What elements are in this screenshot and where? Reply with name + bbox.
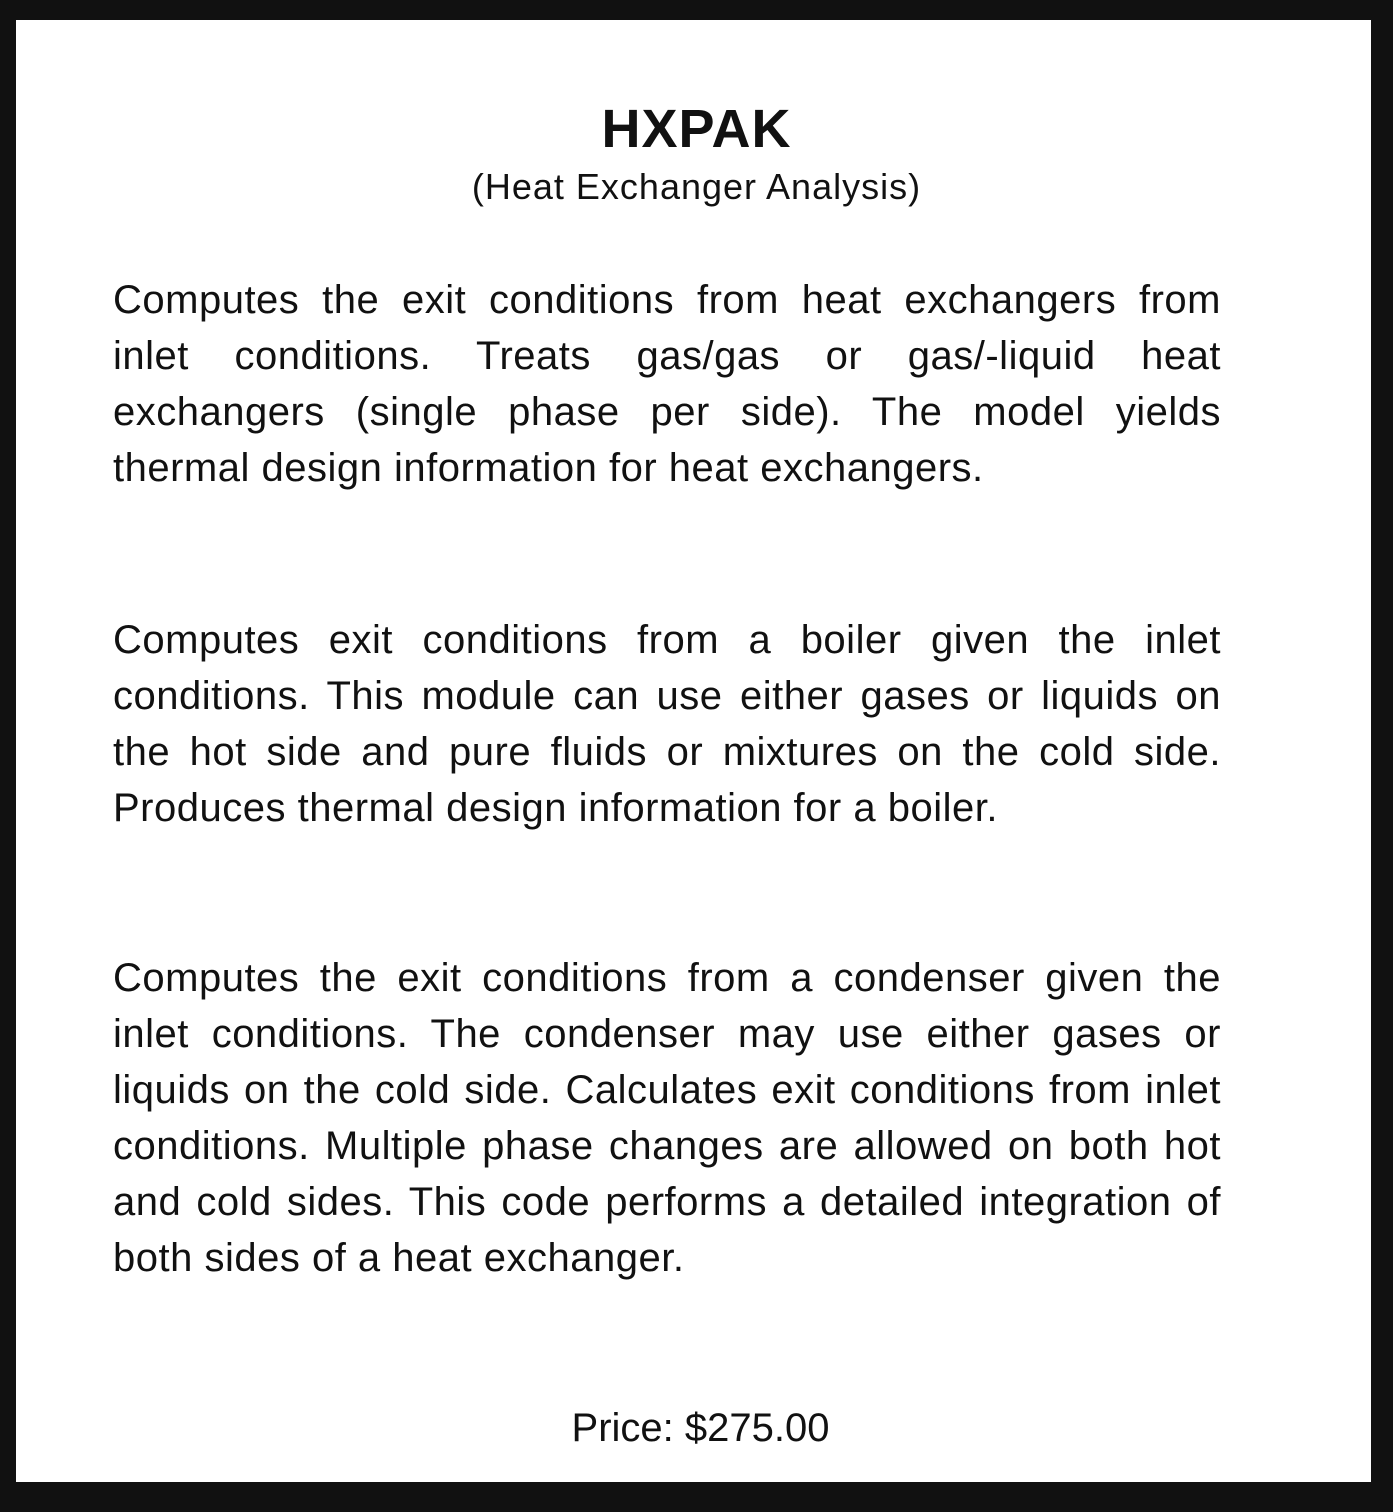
price-label: Price: $275.00	[571, 1406, 830, 1450]
document-title: HXPAK	[601, 99, 792, 159]
paragraph-heat-exchanger: Computes the exit conditions from heat exchangers from inlet conditions. Treats gas/gas or gas/-liquid heat exchangers (single phase per side). The model yields thermal design information for heat exchangers.	[113, 278, 1221, 490]
document-subtitle: (Heat Exchanger Analysis)	[471, 166, 922, 207]
paragraph-boiler: Computes exit conditions from a boiler given the inlet conditions. This module can use either gases or liquids on the hot side and pure fluids or mixtures on the cold side. Produces thermal design information for a boiler.	[113, 618, 1221, 830]
paragraph-condenser: Computes the exit conditions from a condenser given the inlet conditions. The condenser may use either gases or liquids on the cold side. Calculates exit conditions from inlet conditions. Multiple phase changes are allowed on both hot and cold sides. This code performs a detailed integration of both sides of a heat exchanger.	[113, 956, 1221, 1280]
